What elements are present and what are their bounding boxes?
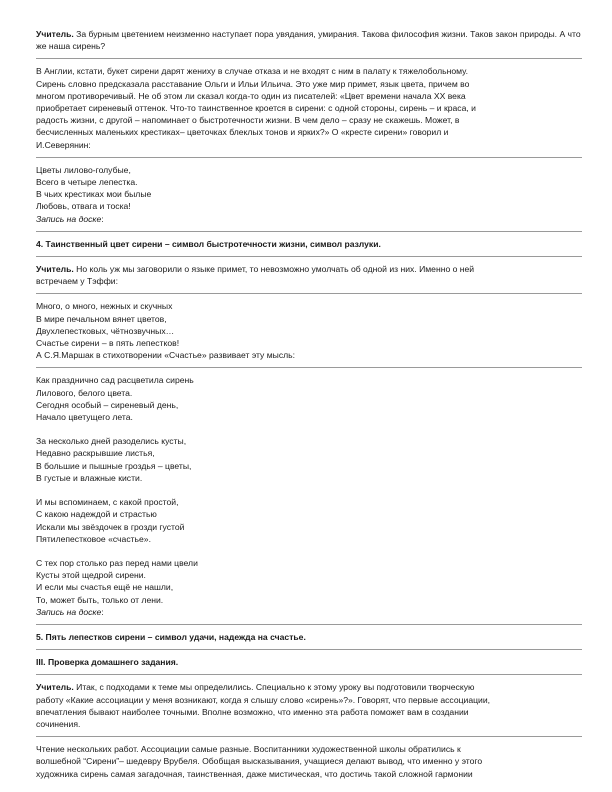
teacher-paragraph-2 xyxy=(36,263,582,287)
text-line: художника сирень самая загадочная, таинственная, даже мистическая, что достичь такой сложной гармонии xyxy=(36,768,473,779)
poem-line: Сегодня особый – сиреневый день, xyxy=(36,399,179,410)
document-page xyxy=(36,28,582,780)
speaker-label: Учитель. xyxy=(36,264,74,275)
divider xyxy=(36,231,582,232)
poem-line: Любовь, отвага и тоска! xyxy=(36,201,131,212)
divider xyxy=(36,256,582,257)
poem-line: Как празднично сад расцветила сирень xyxy=(36,375,194,386)
poem-severyanin xyxy=(36,164,582,225)
section-heading-5: 5. Пять лепестков сирени – символ удачи, надежда на счастье. xyxy=(36,631,306,642)
reading-paragraph xyxy=(36,743,582,780)
section-heading-4: 4. Таинственный цвет сирени – символ быстротечности жизни, символ разлуки. xyxy=(36,238,381,249)
text-line: И.Северянин: xyxy=(36,139,91,150)
poem-line: Пятилепестковое «счастье». xyxy=(36,533,151,544)
divider xyxy=(36,624,582,625)
poem-line: Недавно раскрывшие листья, xyxy=(36,448,155,459)
poem-line: Счастье сирени – в пять лепестков! xyxy=(36,338,180,349)
divider xyxy=(36,736,582,737)
text-line: бесчисленных маленьких крестиках– цветочках блеклых тонов и ярких?» О «кресте сирени» говорил и xyxy=(36,127,449,138)
divider xyxy=(36,157,582,158)
divider xyxy=(36,367,582,368)
text-line: многом противоречивый. Не об этом ли сказал когда-то один из писателей: «Цвет времени начала XX века xyxy=(36,90,466,101)
speaker-label: Учитель. xyxy=(36,682,74,693)
text-line: В Англии, кстати, букет сирени дарят жениху в случае отказа и не входят с ним в палату к тяжелобольному. xyxy=(36,66,468,77)
poem-line: Лилового, белого цвета. xyxy=(36,387,133,398)
poem-line: То, может быть, только от лени. xyxy=(36,594,164,605)
teacher-paragraph-3 xyxy=(36,681,582,730)
poem-line: В большие и пышные гроздья – цветы, xyxy=(36,460,192,471)
poem-line: Цветы лилово-голубые, xyxy=(36,164,131,175)
paragraph-text: За бурным цветением неизменно наступает пора увядания, умирания. Такова философия жизни. Таков закон природы. А что же наша сирень? xyxy=(36,29,581,52)
poem-line: И мы вспоминаем, с какой простой, xyxy=(36,497,179,508)
poem-line: За несколько дней разоделись кусты, xyxy=(36,436,187,447)
board-note-colon: : xyxy=(101,213,104,224)
divider xyxy=(36,674,582,675)
poem-line: Двухлепестковых, чётнозвучных… xyxy=(36,325,175,336)
poem-line: С какою надеждой и страстью xyxy=(36,509,157,520)
text-line: Итак, с подходами к теме мы определились. Специально к этому уроку вы подготовили творческую xyxy=(76,682,475,693)
poem-line: Всего в четыре лепестка. xyxy=(36,177,138,188)
board-note-label: Запись на доске xyxy=(36,606,102,617)
text-line: радость жизни, с другой – напоминает о быстротечности жизни. В чем дело – сразу не скажешь. Может, в xyxy=(36,115,460,126)
text-line: встречаем у Тэффи: xyxy=(36,276,118,287)
divider xyxy=(36,649,582,650)
poem-line: Много, о много, нежных и скучных xyxy=(36,301,173,312)
text-line: Но коль уж мы заговорили о языке примет, то невозможно умолчать об одной из них. Именно о ней xyxy=(76,264,475,275)
poem-marshak xyxy=(36,374,582,617)
board-note-label: Запись на доске xyxy=(36,213,102,224)
text-line: сочинения. xyxy=(36,718,81,729)
england-paragraph xyxy=(36,65,582,150)
poem-line: И если мы счастья ещё не нашли, xyxy=(36,582,174,593)
poem-line: Начало цветущего лета. xyxy=(36,412,133,423)
board-note xyxy=(36,606,582,618)
text-line: Чтение нескольких работ. Ассоциации самые разные. Воспитанники художественной школы обратились к xyxy=(36,744,461,755)
board-note-colon: : xyxy=(101,606,104,617)
divider xyxy=(36,293,582,294)
section-heading-iii: III. Проверка домашнего задания. xyxy=(36,657,179,668)
text-line: впечатления бывают наиболее точными. Вполне возможно, что именно эта работа поможет вам в создании xyxy=(36,706,469,717)
poem-line: Кусты этой щедрой сирени. xyxy=(36,570,146,581)
text-line: Сирень словно предсказала расставание Ольги и Ильи Ильича. Это уже мир примет, язык цвета, причем во xyxy=(36,78,470,89)
text-line: приобретает сиреневый оттенок. Что-то таинственное кроется в сирени: с одной стороны, сирень – и краса, и xyxy=(36,103,476,114)
board-note xyxy=(36,213,582,225)
text-line: волшебной “Сирени”– шедевру Врубеля. Обобщая высказывания, учащиеся делают вывод, что именно у этого xyxy=(36,756,483,767)
text-line: работу «Какие ассоциации у меня возникают, когда я слышу слово «сирень»?». Говорят, что первые ассоциации, xyxy=(36,694,491,705)
poem-line: А С.Я.Маршак в стихотворении «Счастье» развивает эту мысль: xyxy=(36,350,296,361)
speaker-label: Учитель. xyxy=(36,29,74,39)
poem-line: С тех пор столько раз перед нами цвели xyxy=(36,557,198,568)
poem-line: В густые и влажные кисти. xyxy=(36,472,143,483)
divider xyxy=(36,58,582,59)
poem-line: В чьих крестиках мои былые xyxy=(36,189,152,200)
poem-teffi xyxy=(36,300,582,361)
teacher-paragraph-1 xyxy=(36,28,582,52)
poem-line: Искали мы звёздочек в грозди густой xyxy=(36,521,185,532)
poem-line: В мире печальном вянет цветов, xyxy=(36,313,167,324)
